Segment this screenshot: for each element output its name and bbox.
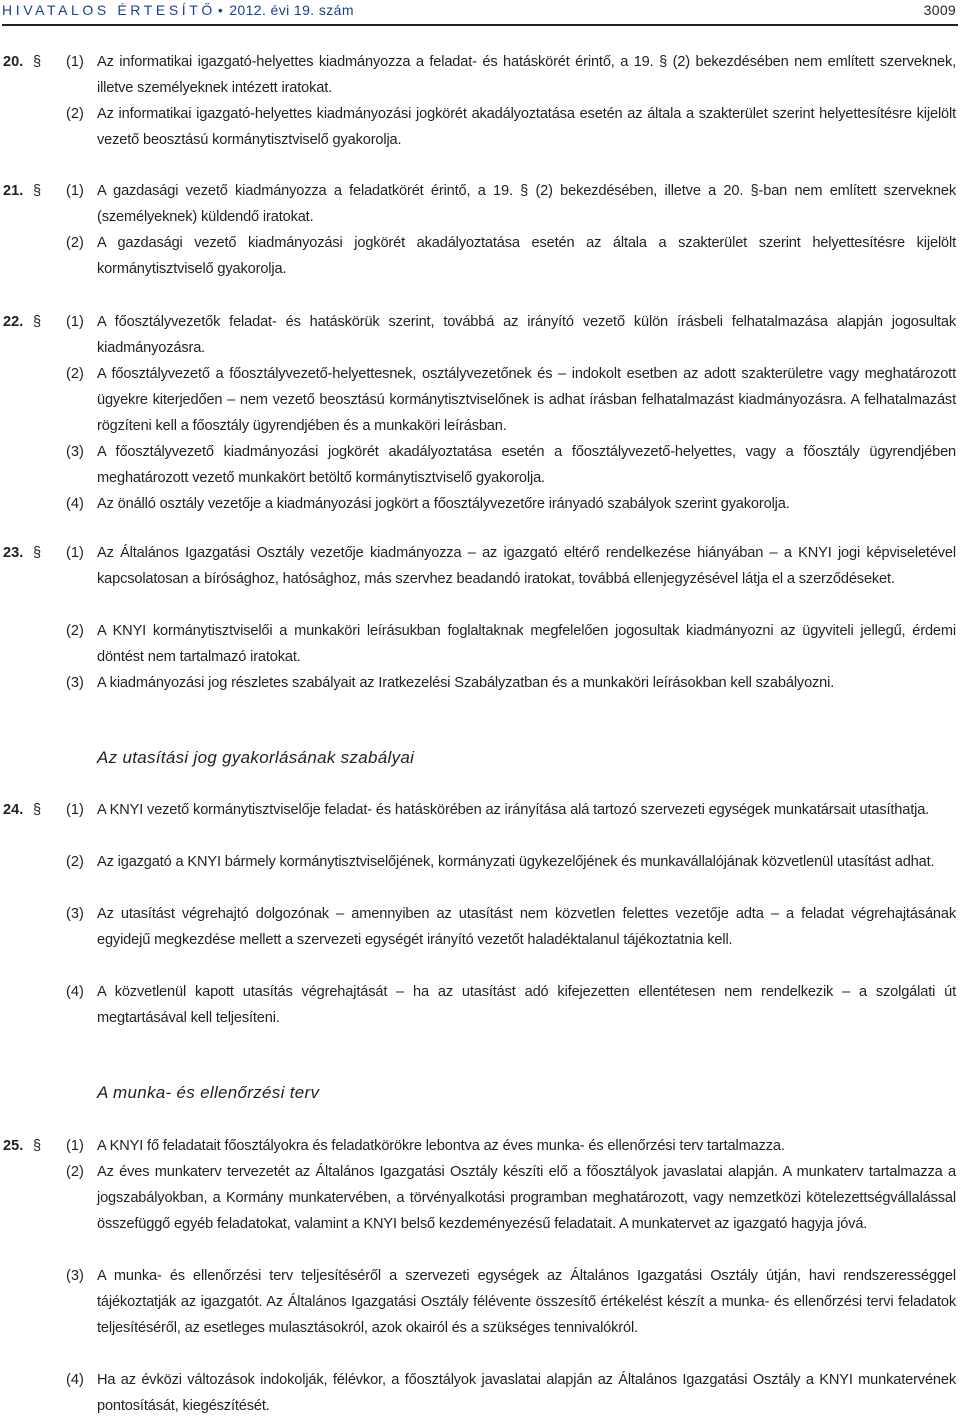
section-sign: § [33,314,42,330]
paragraph [66,178,956,230]
paragraph [66,49,956,101]
paragraph-text: A munka- és ellenőrzési terv teljesítéséről a szervezeti egységek az Általános Igazgatási Osztály útján, havi rendszerességgel tájékoztatják az igazgatót. Az Általános Igazgatási Osztály félévente összesítő értékelést készít a munka- és ellenőrzési tervi feladatok teljesítéséről, az esetleges mulasztásokról, azok okairól és a szükséges tennivalókról. [97,1268,956,1336]
paragraph-number: (1) [66,54,84,70]
paragraph [66,439,956,491]
paragraph-text: Az informatikai igazgató-helyettes kiadmányozási jogkörét akadályoztatása esetén az általa a szakterület szerint helyettesítésre kijelölt vezető beosztású kormánytisztviselő gyakorolja. [97,106,956,148]
paragraph [66,670,956,696]
paragraph-text: A KNYI fő feladatait főosztályokra és feladatkörökre lebontva az éves munka- és ellenőrzési terv tartalmazza. [97,1138,785,1154]
section-number: 24. [3,802,24,818]
paragraph [66,849,956,875]
issue-label: 2012. évi 19. szám [229,2,354,18]
bullet-separator: • [217,2,224,18]
paragraph-number: (3) [66,906,84,922]
section-number: 20. [3,54,24,70]
paragraph [66,540,956,592]
paragraph-number: (4) [66,1372,84,1388]
section-number: 22. [3,314,24,330]
paragraph [66,361,956,439]
paragraph-number: (1) [66,1138,84,1154]
section-sign: § [33,54,42,70]
paragraph [66,101,956,153]
paragraph-number: (4) [66,984,84,1000]
paragraph [66,618,956,670]
section-sign: § [33,1138,42,1154]
paragraph-number: (1) [66,314,84,330]
paragraph-text: A főosztályvezető a főosztályvezető-helyettesnek, osztályvezetőnek és – indokolt esetben az adott szakterületre vagy meghatározott ügyekre kiterjedően – nem vezető beosztású kormánytisztviselőnek is adhat írásban felhatalmazást kiadmányozásra. A felhatalmazást rögzíteni kell a főosztály ügyrendjében és a munkaköri leírásban. [97,366,956,434]
paragraph-text: Az önálló osztály vezetője a kiadmányozási jogkört a főosztályvezetőre irányadó szabályok szerint gyakorolja. [97,496,790,512]
paragraph [66,1133,956,1159]
paragraph-text: A gazdasági vezető kiadmányozza a feladatkörét érintő, a 19. § (2) bekezdésében, illetve a 20. §-ban nem említett szerveknek (személyeknek) küldendő iratokat. [97,183,956,225]
paragraph-text: A KNYI kormánytisztviselői a munkaköri leírásukban foglaltaknak megfelelően jogosultak kiadmányozni az ügyviteli jellegű, érdemi döntést nem tartalmazó iratokat. [97,623,956,665]
paragraph-text: Az igazgató a KNYI bármely kormánytisztviselőjének, kormányzati ügykezelőjének és munkavállalójának közvetlenül utasítást adhat. [97,854,935,870]
paragraph-number: (1) [66,183,84,199]
paragraph-number: (3) [66,1268,84,1284]
paragraph-number: (4) [66,496,84,512]
paragraph-text: Ha az évközi változások indokolják, félévkor, a főosztályok javaslatai alapján az Általános Igazgatási Osztály a KNYI munkatervének pontosítását, kiegészítését. [97,1372,956,1414]
paragraph-text: Az Általános Igazgatási Osztály vezetője kiadmányozza – az igazgató eltérő rendelkezése hiányában – a KNYI jogi képviseletével kapcsolatosan a bírósághoz, hatósághoz, más szervhez beadandó iratokat, továbbá ellenjegyzésével látja el a szerződéseket. [97,545,956,587]
paragraph-text: Az informatikai igazgató-helyettes kiadmányozza a feladat- és hatáskörét érintő, a 19. § (2) bekezdésében nem említett szerveknek, illetve személyeknek intézett iratokat. [97,54,956,96]
section-sign: § [33,802,42,818]
publication-title: HIVATALOS ÉRTESÍTŐ [2,2,216,18]
paragraph [66,230,956,282]
section-sign: § [33,183,42,199]
paragraph-number: (2) [66,1164,84,1180]
page-number: 3009 [923,2,956,18]
paragraph [66,491,956,517]
section-number: 25. [3,1138,24,1154]
paragraph-text: A kiadmányozási jog részletes szabályait az Iratkezelési Szabályzatban és a munkaköri leírásokban kell szabályozni. [97,675,835,691]
page-header [2,0,956,20]
paragraph-text: Az utasítást végrehajtó dolgozónak – amennyiben az utasítást nem közvetlen felettes vezetője adta – a feladat végrehajtásának egyidejű megkezdése mellett a szervezeti egységét irányító vezetőt haladéktalanul tájékoztatnia kell. [97,906,956,948]
subheading-munka-es-ellenorzesi-terv: A munka- és ellenőrzési terv [97,1083,320,1102]
header-left [2,2,354,18]
paragraph [66,901,956,953]
paragraph-text: A KNYI vezető kormánytisztviselője feladat- és hatáskörében az irányítása alá tartozó szervezeti egységek munkatársait utasíthatja. [97,802,930,818]
paragraph [66,1263,956,1341]
section-number: 21. [3,183,24,199]
paragraph-number: (2) [66,366,84,382]
section-number: 23. [3,545,24,561]
paragraph-text: A gazdasági vezető kiadmányozási jogkörét akadályoztatása esetén az általa a szakterület szerint helyettesítésre kijelölt kormánytisztviselő gyakorolja. [97,235,956,277]
paragraph-number: (1) [66,545,84,561]
paragraph [66,1159,956,1237]
paragraph-number: (2) [66,106,84,122]
paragraph-number: (2) [66,235,84,251]
subheading-utasitasi-jog: Az utasítási jog gyakorlásának szabályai [97,748,415,767]
paragraph [66,797,956,823]
paragraph-text: A főosztályvezető kiadmányozási jogkörét akadályoztatása esetén a főosztályvezető-helyettes, vagy a főosztály ügyrendjében meghatározott vezető munkakört betöltő kormánytisztviselő gyakorolja. [97,444,956,486]
paragraph-number: (3) [66,675,84,691]
header-rule [2,24,958,26]
paragraph-text: Az éves munkaterv tervezetét az Általános Igazgatási Osztály készíti elő a főosztályok javaslatai alapján. A munkaterv tartalmazza a jogszabályokban, a Kormány munkatervében, a törvényalkotási programban meghatározott, vagy nemzetközi kötelezettségvállalással összefüggő egyéb feladatokat, valamint a KNYI belső kezdeményezésű feladatait. A munkatervet az igazgató hagyja jóvá. [97,1164,956,1232]
paragraph-number: (1) [66,802,84,818]
paragraph-number: (3) [66,444,84,460]
paragraph-number: (2) [66,854,84,870]
paragraph [66,979,956,1031]
paragraph [66,1367,956,1419]
paragraph-number: (2) [66,623,84,639]
section-sign: § [33,545,42,561]
paragraph [66,309,956,361]
paragraph-text: A főosztályvezetők feladat- és hatáskörük szerint, továbbá az irányító vezető külön írásbeli felhatalmazása alapján jogosultak kiadmányozásra. [97,314,956,356]
paragraph-text: A közvetlenül kapott utasítás végrehajtását – ha az utasítást adó kifejezetten ellentétesen nem rendelkezik – a szolgálati út megtartásával kell teljesíteni. [97,984,956,1026]
